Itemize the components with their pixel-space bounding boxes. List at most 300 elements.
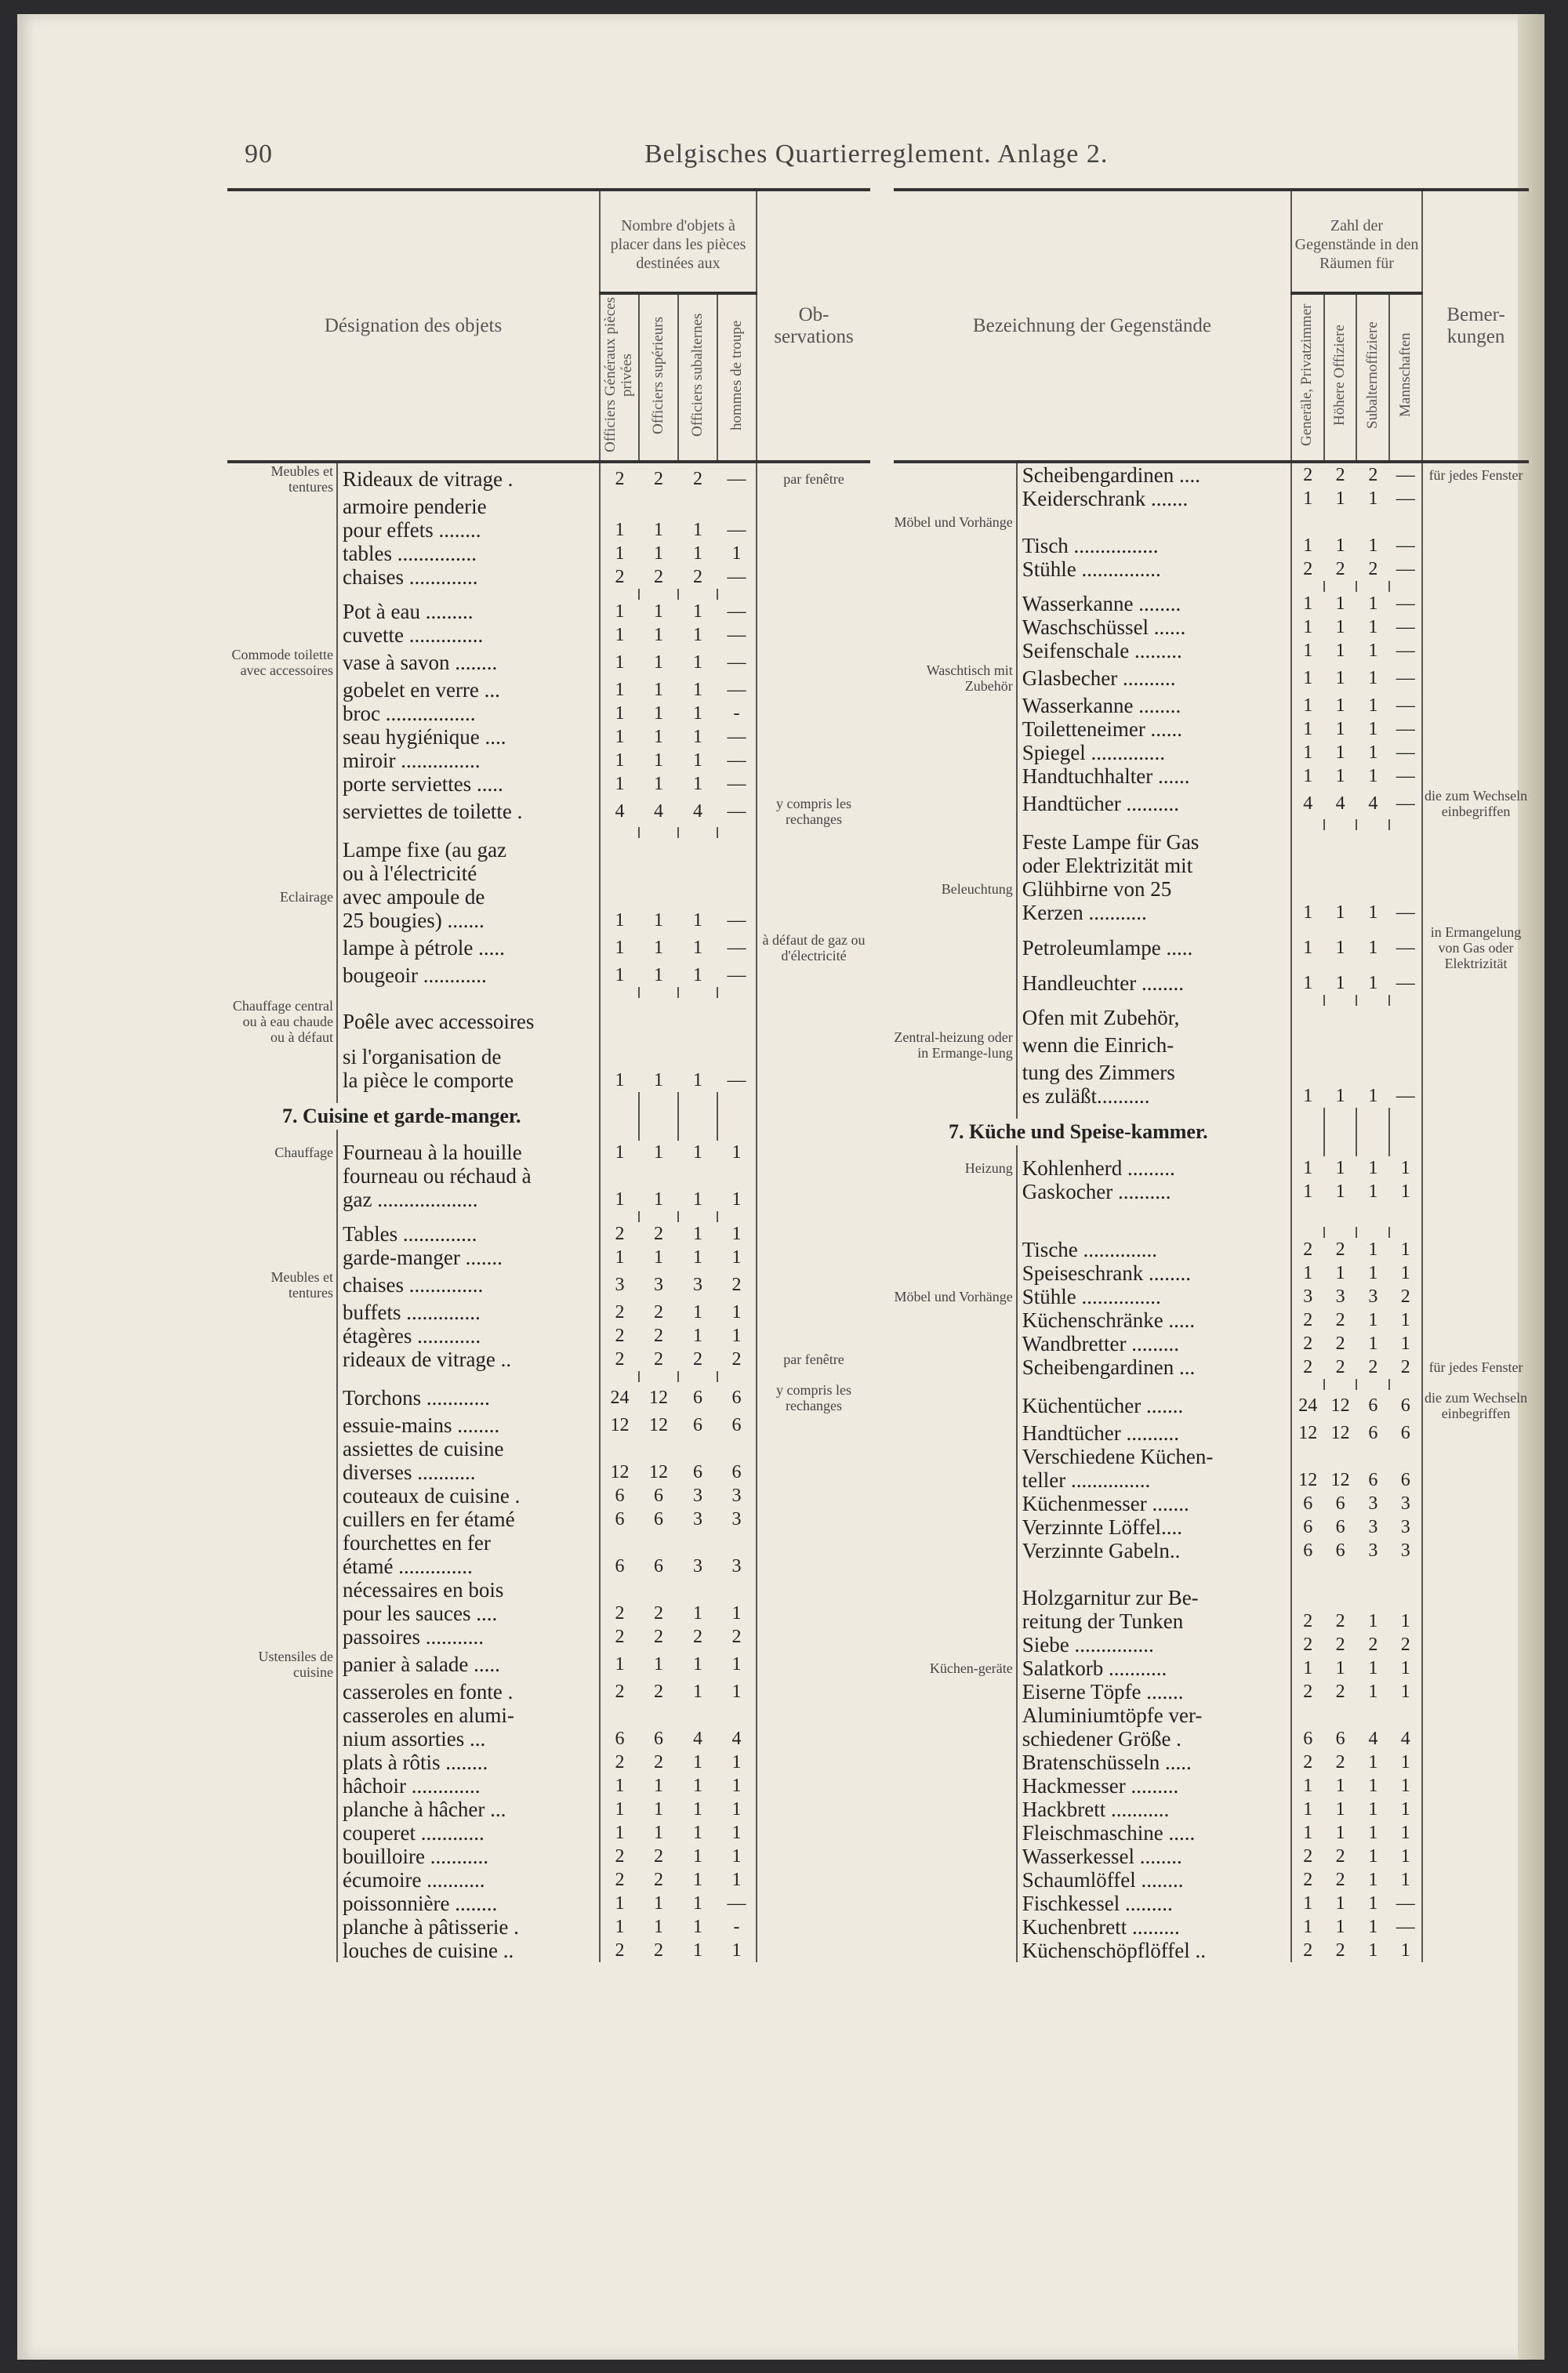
group-label [227, 1348, 337, 1371]
group-label [894, 1939, 1017, 1962]
group-label [227, 1069, 337, 1092]
group-label [894, 1892, 1017, 1915]
count-cell-4 [1389, 510, 1422, 534]
count-cell-4: 2 [731, 1627, 742, 1647]
group-label [227, 600, 337, 623]
table-row [894, 639, 1529, 662]
group-label [227, 909, 337, 932]
count-cell-1: 1 [1291, 764, 1324, 788]
group-label [227, 963, 337, 987]
count-cell-4: 1 [731, 1940, 742, 1961]
table-row [227, 678, 870, 702]
count-cell-4: — [1396, 535, 1415, 556]
table-row [227, 1845, 870, 1868]
count-cell-3: 1 [1368, 1333, 1378, 1354]
count-cell-1: 1 [600, 1069, 639, 1092]
item-name: chaises .............. [337, 1269, 600, 1301]
count-cell-2: 1 [654, 652, 664, 673]
count-cell-3: 1 [1368, 766, 1378, 786]
table-row [227, 749, 870, 772]
count-cell-2: 6 [1335, 1729, 1345, 1749]
count-cell-4: 1 [1400, 1658, 1410, 1678]
observation-cell: y compris les rechanges [757, 796, 870, 827]
count-cell-4 [1389, 854, 1422, 877]
group-label [894, 1915, 1017, 1939]
count-cell-2: 1 [654, 1189, 664, 1210]
count-cell-3: 1 [1368, 1239, 1378, 1260]
table-row [894, 1492, 1529, 1515]
group-label [894, 1390, 1017, 1421]
item-name: fourneau ou réchaud à [337, 1164, 600, 1188]
count-cell-1 [600, 1531, 639, 1555]
item-name: si l'organisation de [337, 1045, 600, 1069]
count-cell-1: 1 [600, 518, 639, 542]
count-cell-1: 1 [600, 725, 639, 749]
observation-cell [757, 909, 870, 932]
group-label: Meubles et tentures [270, 463, 333, 495]
observation-cell [1422, 764, 1529, 788]
group-label: Heizung [964, 1160, 1013, 1176]
group-label [227, 1045, 337, 1069]
table-row [894, 1445, 1529, 1468]
row-gap [227, 1092, 870, 1103]
count-cell-2: 2 [1335, 1682, 1345, 1702]
item-name: ou à l'électricité [337, 862, 600, 885]
count-cell-3 [678, 1578, 717, 1602]
observation-cell [757, 1939, 870, 1962]
count-cell-1: 1 [1291, 1656, 1324, 1680]
item-name: Siebe ............... [1017, 1633, 1291, 1656]
row-gap [227, 1371, 870, 1382]
count-cell-3: 1 [1368, 1310, 1378, 1330]
count-cell-1: 1 [600, 1915, 639, 1939]
item-name: es zuläßt.......... [1017, 1084, 1291, 1108]
count-cell-2 [1324, 854, 1357, 877]
count-cell-4 [1389, 1586, 1422, 1609]
observation-cell [1422, 1029, 1529, 1061]
item-name: planche à hâcher ... [337, 1798, 600, 1821]
fr-header-designation: Désignation des objets [227, 190, 600, 462]
count-cell-2: 1 [654, 938, 664, 958]
table-row [227, 1188, 870, 1211]
table-row [227, 1915, 870, 1939]
count-cell-1: 1 [1291, 487, 1324, 510]
item-name: Holzgarnitur zur Be- [1017, 1586, 1291, 1609]
count-cell-2: 6 [654, 1556, 664, 1577]
item-name: Wasserkanne ........ [1017, 592, 1291, 615]
count-cell-1: 2 [1291, 1355, 1324, 1379]
count-cell-3 [1356, 1061, 1389, 1084]
row-gap [894, 995, 1529, 1006]
group-label: Eclairage [280, 889, 333, 905]
count-cell-4: 1 [731, 1247, 742, 1268]
count-cell-4: — [1396, 793, 1415, 814]
observation-cell [757, 542, 870, 565]
count-cell-1: 1 [1291, 1261, 1324, 1285]
table-row [894, 830, 1529, 854]
count-cell-3 [1356, 1586, 1389, 1609]
table-row [227, 1751, 870, 1774]
item-name: Hackmesser ......... [1017, 1774, 1291, 1798]
group-label [894, 1332, 1017, 1355]
count-cell-1 [600, 1437, 639, 1460]
count-cell-4 [717, 998, 757, 1045]
count-cell-1: 1 [1291, 717, 1324, 741]
group-label [894, 764, 1017, 788]
group-label [227, 796, 337, 827]
count-cell-2: 1 [1335, 1823, 1345, 1843]
table-row [894, 694, 1529, 717]
item-name: Waschschüssel ...... [1017, 615, 1291, 639]
group-label [227, 1301, 337, 1324]
running-title: Belgisches Quartierreglement. Anlage 2. [644, 140, 1109, 169]
count-cell-2: 1 [654, 750, 664, 771]
group-label [227, 1437, 337, 1460]
observation-cell [1422, 1180, 1529, 1203]
observation-cell [757, 518, 870, 542]
count-cell-4 [717, 1578, 757, 1602]
count-cell-3: 1 [693, 910, 703, 931]
table-row [227, 796, 870, 827]
table-row [227, 518, 870, 542]
count-cell-3: 4 [1368, 793, 1378, 814]
count-cell-3: 1 [693, 1846, 703, 1867]
count-cell-4 [717, 838, 757, 862]
observation-cell [1422, 1492, 1529, 1515]
group-label [227, 1727, 337, 1751]
item-name: poissonnière ........ [337, 1892, 600, 1915]
count-cell-4: 4 [731, 1729, 742, 1749]
count-cell-1: 1 [1291, 1156, 1324, 1180]
item-name: garde-manger ....... [337, 1246, 600, 1269]
table-row [894, 1868, 1529, 1892]
de-header-col-3: Subalternoffiziere [1363, 321, 1381, 429]
count-cell-4: 3 [731, 1486, 742, 1506]
count-cell-4: 1 [1400, 1333, 1410, 1354]
count-cell-1: 1 [1291, 1180, 1324, 1203]
count-cell-2: 1 [1335, 593, 1345, 614]
table-row [227, 1680, 870, 1704]
count-cell-4: — [1396, 719, 1415, 739]
count-cell-4: 1 [1400, 1239, 1410, 1260]
count-cell-4: — [727, 774, 746, 794]
count-cell-1: 24 [600, 1382, 639, 1413]
count-cell-2: 12 [1330, 1470, 1350, 1490]
count-cell-2 [639, 1045, 678, 1069]
table-row [894, 510, 1529, 534]
count-cell-3: 3 [693, 1556, 703, 1577]
count-cell-4: 1 [1400, 1158, 1410, 1178]
count-cell-2: 1 [1335, 668, 1345, 688]
count-cell-4: 1 [731, 1142, 742, 1163]
count-cell-2: 2 [654, 1870, 664, 1890]
table-row [227, 1382, 870, 1413]
fr-header-col-3: Officiers subalternes [688, 313, 706, 437]
count-cell-4: 6 [731, 1388, 742, 1408]
item-name: bougeoir ............ [337, 963, 600, 987]
count-cell-4: 3 [1400, 1540, 1410, 1561]
observation-cell [1422, 1774, 1529, 1798]
count-cell-4: 1 [1400, 1263, 1410, 1283]
count-cell-2: 2 [654, 1326, 664, 1346]
count-cell-1: 6 [600, 1727, 639, 1751]
count-cell-2: 1 [1335, 938, 1345, 958]
count-cell-3: 3 [693, 1509, 703, 1529]
count-cell-4: 1 [731, 543, 742, 564]
count-cell-2: 2 [1335, 1846, 1345, 1867]
count-cell-1: 1 [1291, 592, 1324, 615]
group-label [894, 1680, 1017, 1704]
table-row [227, 1141, 870, 1164]
count-cell-4: — [727, 750, 746, 771]
observation-cell [1422, 694, 1529, 717]
count-cell-2: 12 [649, 1388, 669, 1408]
observation-cell [1422, 1609, 1529, 1633]
table-row [227, 1437, 870, 1460]
item-name: Stühle ............... [1017, 1285, 1291, 1308]
table-row [227, 565, 870, 589]
count-cell-4: 1 [1400, 1310, 1410, 1330]
group-label [894, 1845, 1017, 1868]
count-cell-4: 1 [731, 1302, 742, 1323]
count-cell-2 [1324, 830, 1357, 854]
item-name: Lampe fixe (au gaz [337, 838, 600, 862]
count-cell-2 [639, 1531, 678, 1555]
observation-cell [1422, 1633, 1529, 1656]
count-cell-4: — [1396, 766, 1415, 786]
observation-cell [757, 1188, 870, 1211]
count-cell-4: 1 [731, 1799, 742, 1820]
group-label [227, 1915, 337, 1939]
count-cell-1: 2 [600, 1680, 639, 1704]
count-cell-4: — [1396, 465, 1415, 485]
count-cell-2: 1 [654, 1799, 664, 1820]
fr-header-col-4: hommes de troupe [728, 320, 745, 430]
item-name: casseroles en alumi- [337, 1704, 600, 1727]
observation-cell [1422, 1727, 1529, 1751]
count-cell-1 [1291, 1586, 1324, 1609]
item-name: Scheibengardinen ... [1017, 1355, 1291, 1379]
observation-cell [1422, 830, 1529, 854]
count-cell-2: 6 [1335, 1493, 1345, 1514]
count-cell-3: 2 [693, 567, 703, 587]
group-label [894, 717, 1017, 741]
observation-cell [757, 1460, 870, 1484]
count-cell-3: 1 [693, 1752, 703, 1772]
count-cell-2: 6 [654, 1509, 664, 1529]
count-cell-3: 1 [693, 1326, 703, 1346]
table-row [894, 1515, 1529, 1539]
count-cell-4: 6 [731, 1462, 742, 1482]
count-cell-1: 1 [600, 1798, 639, 1821]
table-row [894, 901, 1529, 924]
count-cell-2: 1 [654, 1893, 664, 1914]
table-row [227, 462, 870, 495]
count-cell-3: 2 [1368, 1357, 1378, 1377]
group-label [227, 1413, 337, 1437]
observation-cell [757, 1484, 870, 1508]
count-cell-2: 1 [1335, 1893, 1345, 1914]
count-cell-2: 1 [654, 1070, 664, 1090]
item-name: avec ampoule de [337, 885, 600, 909]
count-cell-1: 4 [1291, 788, 1324, 819]
count-cell-1: 2 [1291, 557, 1324, 581]
observation-cell [757, 1774, 870, 1798]
group-label [894, 1203, 1017, 1227]
count-cell-4: — [1396, 617, 1415, 637]
observation-cell [1422, 510, 1529, 534]
item-name: reitung der Tunken [1017, 1609, 1291, 1633]
count-cell-2: 1 [1335, 1658, 1345, 1678]
count-cell-3: 1 [1368, 973, 1378, 993]
table-row [227, 1222, 870, 1246]
observation-cell [1422, 1680, 1529, 1704]
group-label [227, 1868, 337, 1892]
count-cell-3: 1 [693, 1603, 703, 1624]
table-row [227, 1868, 870, 1892]
table-row [894, 717, 1529, 741]
count-cell-3: 6 [693, 1415, 703, 1435]
row-gap [894, 1227, 1529, 1238]
item-name: diverses ........... [337, 1460, 600, 1484]
group-label [227, 772, 337, 796]
count-cell-3: 2 [1368, 1635, 1378, 1655]
count-cell-2: 1 [1335, 1181, 1345, 1202]
item-name: Fourneau à la houille [337, 1141, 600, 1164]
count-cell-1: 1 [1291, 534, 1324, 557]
observation-cell: à défaut de gaz ou d'électricité [757, 932, 870, 963]
count-cell-3 [1356, 1562, 1389, 1586]
observation-cell [757, 647, 870, 678]
observation-cell [1422, 557, 1529, 581]
count-cell-3: 1 [1368, 640, 1378, 661]
group-label [227, 1382, 337, 1413]
count-cell-3: 2 [693, 1627, 703, 1647]
count-cell-1: 2 [600, 1845, 639, 1868]
row-gap [227, 827, 870, 838]
count-cell-4: — [1396, 742, 1415, 763]
table-row [227, 1602, 870, 1625]
group-label: Commode toilette avec accessoires [231, 647, 333, 678]
observation-cell [757, 1704, 870, 1727]
count-cell-1: 2 [1291, 1680, 1324, 1704]
count-cell-3: 2 [693, 469, 703, 489]
count-cell-3: 1 [1368, 668, 1378, 688]
table-row [894, 1355, 1529, 1379]
count-cell-4: 3 [731, 1556, 742, 1577]
count-cell-3: 1 [693, 1893, 703, 1914]
de-header-col-4: Mannschaften [1396, 332, 1414, 418]
table-row [894, 1006, 1529, 1029]
count-cell-4: — [1396, 1917, 1415, 1937]
count-cell-1 [600, 862, 639, 885]
count-cell-3 [1356, 854, 1389, 877]
item-name: Fleischmaschine ..... [1017, 1821, 1291, 1845]
count-cell-3: 1 [1368, 1823, 1378, 1843]
table-row [894, 1892, 1529, 1915]
count-cell-2: 1 [654, 774, 664, 794]
section-row [894, 1119, 1529, 1145]
observation-cell [1422, 1332, 1529, 1355]
count-cell-3: 1 [1368, 1181, 1378, 1202]
count-cell-2 [639, 1578, 678, 1602]
table-row [227, 1704, 870, 1727]
item-name: Scheibengardinen .... [1017, 462, 1291, 487]
count-cell-2: 12 [649, 1462, 669, 1482]
item-name: pour effets ........ [337, 518, 600, 542]
table-row [894, 1084, 1529, 1108]
count-cell-1 [600, 495, 639, 518]
count-cell-1: 1 [600, 749, 639, 772]
group-label [894, 830, 1017, 854]
count-cell-2: 1 [654, 1654, 664, 1675]
count-cell-1: 1 [1291, 615, 1324, 639]
observation-cell [1422, 877, 1529, 901]
count-cell-1: 1 [600, 1141, 639, 1164]
observation-cell: par fenêtre [757, 1348, 870, 1371]
count-cell-2: 12 [1330, 1423, 1350, 1443]
count-cell-2: 2 [1335, 1333, 1345, 1354]
count-cell-1 [1291, 854, 1324, 877]
count-cell-2: 6 [1335, 1540, 1345, 1561]
count-cell-4: 1 [1400, 1799, 1410, 1820]
count-cell-4 [1389, 877, 1422, 901]
count-cell-3: 1 [693, 1917, 703, 1937]
item-name: louches de cuisine .. [337, 1939, 600, 1962]
count-cell-3 [678, 862, 717, 885]
count-cell-2 [639, 862, 678, 885]
table-row [227, 725, 870, 749]
count-cell-2: 2 [654, 1302, 664, 1323]
table-row [227, 702, 870, 725]
item-name: Petroleumlampe ..... [1017, 924, 1291, 971]
group-label [894, 557, 1017, 581]
count-cell-3: 6 [1368, 1470, 1378, 1490]
count-cell-3: 2 [1368, 559, 1378, 579]
group-label [227, 1680, 337, 1704]
table-row [894, 487, 1529, 510]
count-cell-4: 1 [731, 1776, 742, 1796]
table-row [894, 462, 1529, 487]
group-label [894, 1261, 1017, 1285]
item-name: Toiletteneimer ...... [1017, 717, 1291, 741]
count-cell-3: 1 [693, 750, 703, 771]
count-cell-2: 1 [654, 1776, 664, 1796]
group-label [227, 623, 337, 647]
count-cell-2: 1 [654, 543, 664, 564]
group-label [894, 924, 1017, 971]
item-name: plats à rôtis ........ [337, 1751, 600, 1774]
count-cell-4: 6 [731, 1415, 742, 1435]
count-cell-3: 1 [693, 1247, 703, 1268]
table-row [894, 1939, 1529, 1962]
observation-cell [1422, 1868, 1529, 1892]
observation-cell [757, 862, 870, 885]
observation-cell [1422, 615, 1529, 639]
count-cell-4: 1 [1400, 1776, 1410, 1796]
count-cell-1: 1 [600, 647, 639, 678]
group-label [894, 1421, 1017, 1445]
row-gap [227, 589, 870, 600]
table-row [894, 1180, 1529, 1203]
group-label: Zentral-heizung oder in Ermange-lung [894, 1029, 1013, 1061]
observation-cell [1422, 971, 1529, 995]
count-cell-1: 12 [1291, 1468, 1324, 1492]
count-cell-3: 1 [1368, 719, 1378, 739]
table-row [227, 1301, 870, 1324]
item-name: tung des Zimmers [1017, 1061, 1291, 1084]
count-cell-2: 2 [1335, 1611, 1345, 1631]
